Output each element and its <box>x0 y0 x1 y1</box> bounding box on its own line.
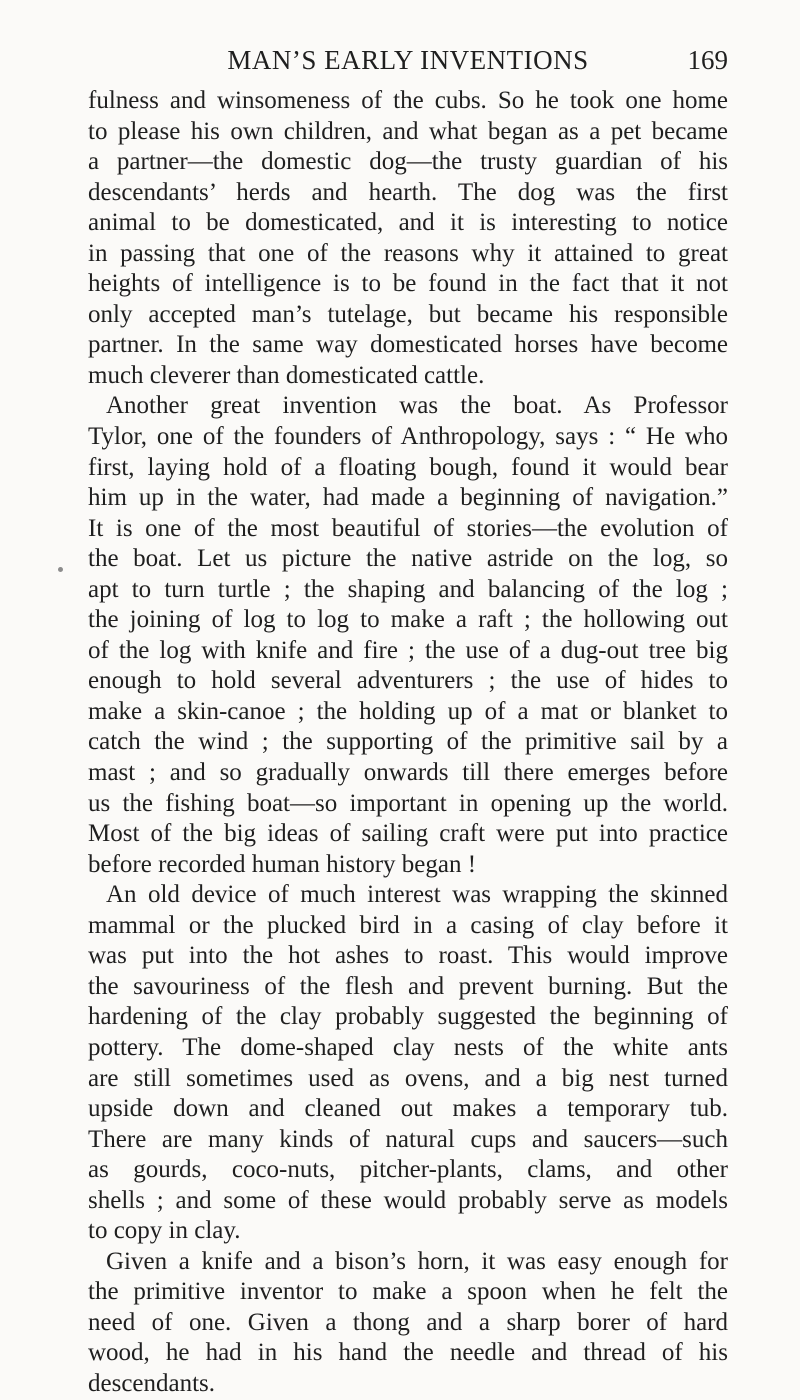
paragraph-3 <box>88 880 728 1247</box>
paragraph-1 <box>88 86 728 391</box>
text-line: before recorded human history began ! <box>88 850 477 878</box>
text-line: descendants’ herds and hearth. The dog was the first <box>88 178 728 206</box>
text-line: was put into the hot ashes to roast. This would improve <box>88 942 728 970</box>
text-line: mammal or the plucked bird in a casing of clay before it <box>88 911 728 939</box>
text-line: the primitive inventor to make a spoon when he felt the <box>88 1278 728 1306</box>
text-line: to please his own children, and what began as a pet became <box>88 117 728 145</box>
text-line: wood, he had in his hand the needle and thread of his <box>88 1339 728 1367</box>
text-line: pottery. The dome-shaped clay nests of the white ants <box>88 1033 728 1061</box>
text-line: the boat. Let us picture the native astride on the log, so <box>88 545 728 573</box>
running-head <box>88 40 728 80</box>
text-line: heights of intelligence is to be found in the fact that it not <box>88 270 728 298</box>
page-number: 169 <box>687 45 728 75</box>
text-line: partner. In the same way domesticated horses have become <box>88 331 728 359</box>
text-line: a partner—the domestic dog—the trusty guardian of his <box>88 148 728 176</box>
text-line: Most of the big ideas of sailing craft were put into practice <box>88 820 728 848</box>
body-text <box>88 86 728 1400</box>
text-line: mast ; and so gradually onwards till there emerges before <box>88 759 728 787</box>
text-line: enough to hold several adventurers ; the use of hides to <box>88 667 728 695</box>
text-line: There are many kinds of natural cups and saucers—such <box>88 1125 728 1153</box>
text-line: It is one of the most beautiful of stories—the evolution of <box>88 514 728 542</box>
text-line: apt to turn turtle ; the shaping and balancing of the log ; <box>88 575 728 603</box>
text-line: animal to be domesticated, and it is interesting to notice <box>88 209 728 237</box>
text-line: first, laying hold of a floating bough, found it would bear <box>88 453 728 481</box>
text-line: make a skin-canoe ; the holding up of a mat or blanket to <box>88 697 728 725</box>
text-line: shells ; and some of these would probably serve as models <box>88 1186 728 1214</box>
text-line: only accepted man’s tutelage, but became his responsible <box>88 300 728 328</box>
text-line: Another great invention was the boat. As Professor <box>106 392 728 420</box>
text-line: are still sometimes used as ovens, and a big nest turned <box>88 1064 728 1092</box>
text-line: hardening of the clay probably suggested the beginning of <box>88 1003 728 1031</box>
text-line: us the fishing boat—so important in opening up the world. <box>88 789 728 817</box>
text-line: in passing that one of the reasons why it attained to great <box>88 239 728 267</box>
text-line: Given a knife and a bison’s horn, it was easy enough for <box>106 1247 728 1275</box>
text-line: much cleverer than domesticated cattle. <box>88 361 485 389</box>
running-title: MAN’S EARLY INVENTIONS <box>227 45 589 75</box>
margin-dot-mark <box>58 567 63 572</box>
paragraph-2 <box>88 391 728 880</box>
text-line: of the log with knife and fire ; the use of a dug-out tree big <box>88 636 728 664</box>
text-line: Tylor, one of the founders of Anthropology, says : “ He who <box>88 423 728 451</box>
text-line: catch the wind ; the supporting of the primitive sail by a <box>88 728 728 756</box>
text-line: An old device of much interest was wrapping the skinned <box>106 881 728 909</box>
text-line: need of one. Given a thong and a sharp borer of hard <box>88 1308 728 1336</box>
text-line: fulness and winsomeness of the cubs. So he took one home <box>88 87 728 114</box>
text-line: upside down and cleaned out makes a temporary tub. <box>88 1095 728 1123</box>
text-line: the savouriness of the flesh and prevent burning. But the <box>88 972 728 1000</box>
text-line: to copy in clay. <box>88 1217 241 1245</box>
text-line: as gourds, coco-nuts, pitcher-plants, clams, and other <box>88 1156 728 1184</box>
text-line: the joining of log to log to make a raft ; the hollowing out <box>88 606 728 634</box>
text-line: descendants. <box>88 1369 216 1397</box>
paragraph-4 <box>88 1247 728 1400</box>
text-line: him up in the water, had made a beginning of navigation.” <box>88 484 728 512</box>
